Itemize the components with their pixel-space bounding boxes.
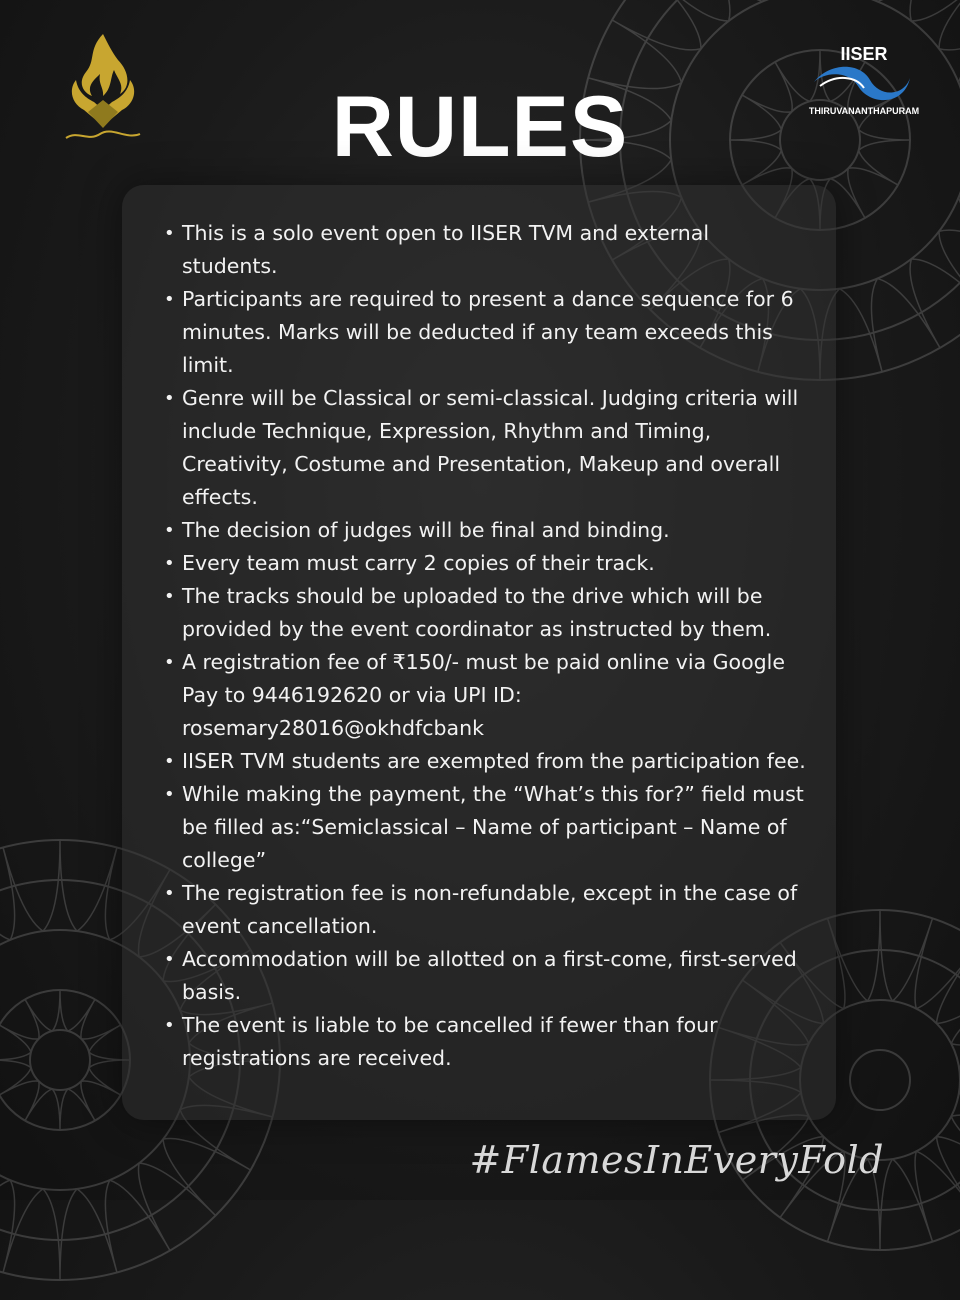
rule-item: • The tracks should be uploaded to the drive which will be provided by the event coordinator as instructed by them. bbox=[164, 584, 772, 641]
rule-text: This is a solo event open to IISER TVM and external students. bbox=[182, 221, 710, 278]
rule-item: • Accommodation will be allotted on a first-come, first-served basis. bbox=[164, 947, 797, 1004]
rule-text: The tracks should be uploaded to the drive which will be provided by the event coordinator as instructed by them. bbox=[182, 584, 772, 641]
rule-text: While making the payment, the “What’s this for?” field must be filled as:“Semiclassical – Name of participant – Name of college” bbox=[182, 782, 804, 872]
page-title: RULES bbox=[331, 79, 629, 175]
rules-list bbox=[122, 185, 836, 1075]
rule-item: • Every team must carry 2 copies of their track. bbox=[164, 551, 655, 575]
rule-item: • Genre will be Classical or semi-classical. Judging criteria will include Technique, Expression, Rhythm and Timing, Creativity, Costume and Presentation, Makeup and overall effects. bbox=[164, 386, 799, 509]
rule-text: The event is liable to be cancelled if fewer than four registrations are received. bbox=[182, 1013, 718, 1070]
rule-item: • IISER TVM students are exempted from the participation fee. bbox=[164, 749, 806, 773]
rule-item: • The decision of judges will be final and binding. bbox=[164, 518, 670, 542]
rule-text: A registration fee of ₹150/- must be paid online via Google Pay to 9446192620 or via UPI ID: rosemary28016@okhdfcbank bbox=[182, 650, 785, 740]
rule-item: • Participants are required to present a dance sequence for 6 minutes. Marks will be deducted if any team exceeds this limit. bbox=[164, 287, 794, 377]
rule-item: • This is a solo event open to IISER TVM and external students. bbox=[164, 221, 710, 278]
rule-text: The decision of judges will be final and binding. bbox=[182, 518, 670, 542]
hashtag: #FlamesInEveryFold bbox=[469, 1138, 884, 1182]
rule-item: • The event is liable to be cancelled if fewer than four registrations are received. bbox=[164, 1013, 718, 1070]
rule-text: Participants are required to present a dance sequence for 6 minutes. Marks will be deducted if any team exceeds this limit. bbox=[182, 287, 794, 377]
iiser-logo-bottom-text: THIRUVANANTHAPURAM bbox=[808, 106, 920, 116]
rule-item: • A registration fee of ₹150/- must be paid online via Google Pay to 9446192620 or via UPI ID: rosemary28016@okhdfcbank bbox=[164, 650, 785, 740]
iiser-logo-top-text: IISER bbox=[840, 44, 888, 64]
rule-text: The registration fee is non-refundable, except in the case of event cancellation. bbox=[182, 881, 798, 938]
rule-text: Accommodation will be allotted on a first-come, first-served basis. bbox=[182, 947, 797, 1004]
rule-text: Every team must carry 2 copies of their track. bbox=[182, 551, 655, 575]
rules-card bbox=[122, 185, 836, 1120]
rule-text: Genre will be Classical or semi-classical. Judging criteria will include Technique, Expression, Rhythm and Timing, Creativity, Costume and Presentation, Makeup and overall effects. bbox=[182, 386, 799, 509]
rule-item: • The registration fee is non-refundable, except in the case of event cancellation. bbox=[164, 881, 798, 938]
rule-item: • While making the payment, the “What’s this for?” field must be filled as:“Semiclassical – Name of participant – Name of college” bbox=[164, 782, 804, 872]
rule-text: IISER TVM students are exempted from the participation fee. bbox=[182, 749, 806, 773]
